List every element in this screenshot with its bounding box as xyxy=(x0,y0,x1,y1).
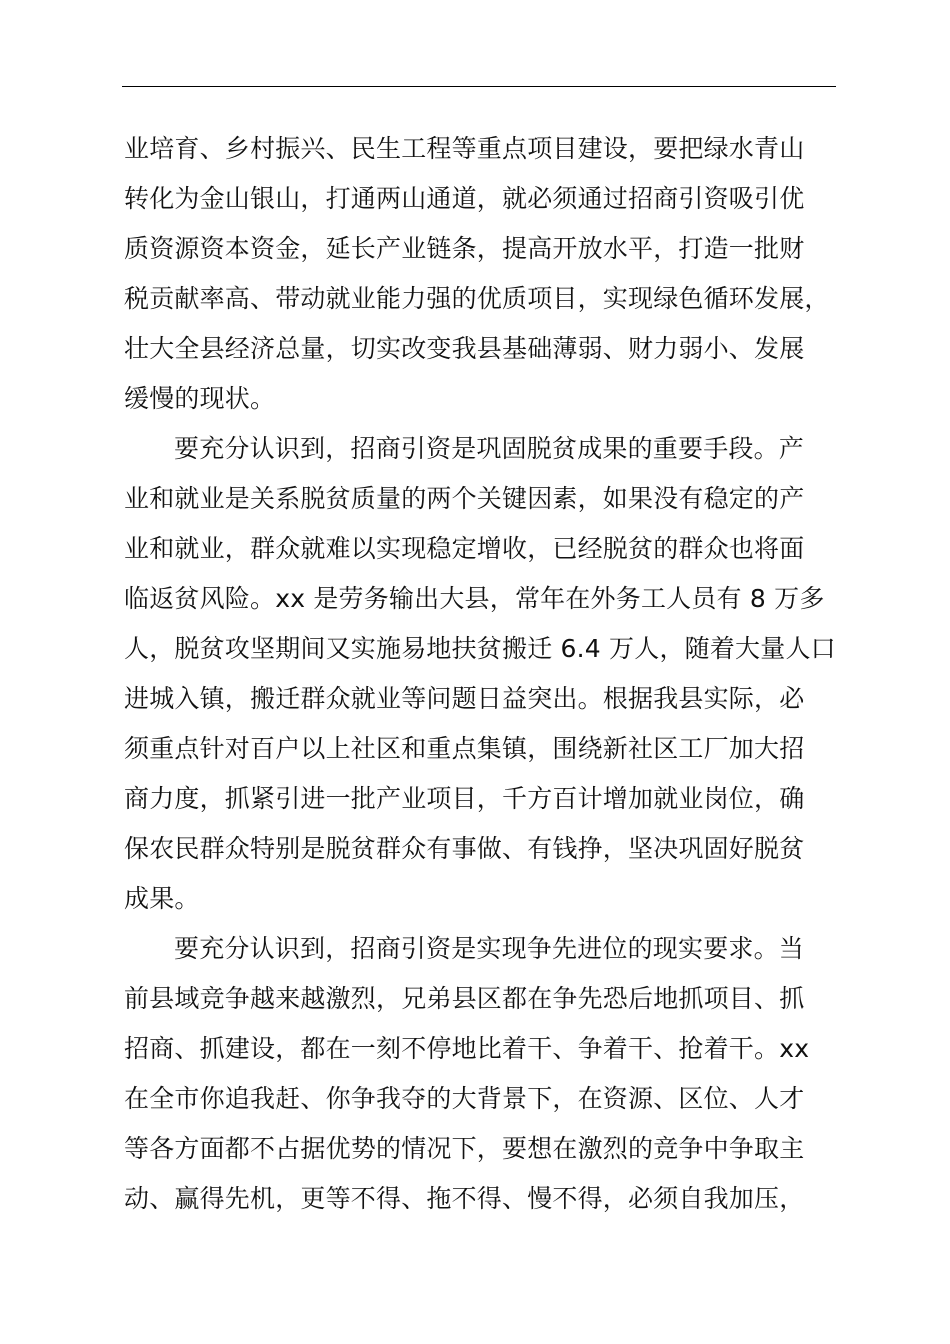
text-line: 业和就业，群众就难以实现稳定增收，已经脱贫的群众也将面 xyxy=(124,534,805,563)
text-line: 税贡献率高、带动就业能力强的优质项目，实现绿色循环发展， xyxy=(124,284,830,313)
text-line: 质资源资本资金，延长产业链条，提高开放水平，打造一批财 xyxy=(124,234,805,263)
text-line: 须重点针对百户以上社区和重点集镇，围绕新社区工厂加大招 xyxy=(124,734,805,763)
paragraph-first-line: 要充分认识到，招商引资是实现争先进位的现实要求。当 xyxy=(174,934,805,963)
text-line: 缓慢的现状。 xyxy=(124,384,276,413)
header-rule xyxy=(122,86,836,87)
body-text xyxy=(124,124,838,1224)
text-line: 动、赢得先机，更等不得、拖不得、慢不得，必须自我加压， xyxy=(124,1184,805,1213)
text-line: 前县域竞争越来越激烈，兄弟县区都在争先恐后地抓项目、抓 xyxy=(124,984,805,1013)
text-line: 招商、抓建设，都在一刻不停地比着干、争着干、抢着干。xx xyxy=(124,1034,810,1063)
text-line: 业培育、乡村振兴、民生工程等重点项目建设，要把绿水青山 xyxy=(124,134,805,163)
text-line: 壮大全县经济总量，切实改变我县基础薄弱、财力弱小、发展 xyxy=(124,334,805,363)
text-line: 进城入镇，搬迁群众就业等问题日益突出。根据我县实际，必 xyxy=(124,684,805,713)
text-line: 商力度，抓紧引进一批产业项目，千方百计增加就业岗位，确 xyxy=(124,784,805,813)
paragraph-first-line: 要充分认识到，招商引资是巩固脱贫成果的重要手段。产 xyxy=(174,434,805,463)
text-line: 转化为金山银山，打通两山通道，就必须通过招商引资吸引优 xyxy=(124,184,805,213)
text-line: 成果。 xyxy=(124,884,200,913)
text-line: 业和就业是关系脱贫质量的两个关键因素，如果没有稳定的产 xyxy=(124,484,805,513)
text-line: 等各方面都不占据优势的情况下，要想在激烈的竞争中争取主 xyxy=(124,1134,805,1163)
text-line: 在全市你追我赶、你争我夺的大背景下，在资源、区位、人才 xyxy=(124,1084,805,1113)
text-line: 人，脱贫攻坚期间又实施易地扶贫搬迁 6.4 万人，随着大量人口 xyxy=(124,634,836,663)
text-line: 保农民群众特别是脱贫群众有事做、有钱挣，坚决巩固好脱贫 xyxy=(124,834,805,863)
text-line: 临返贫风险。xx 是劳务输出大县，常年在外务工人员有 8 万多 xyxy=(124,584,825,613)
